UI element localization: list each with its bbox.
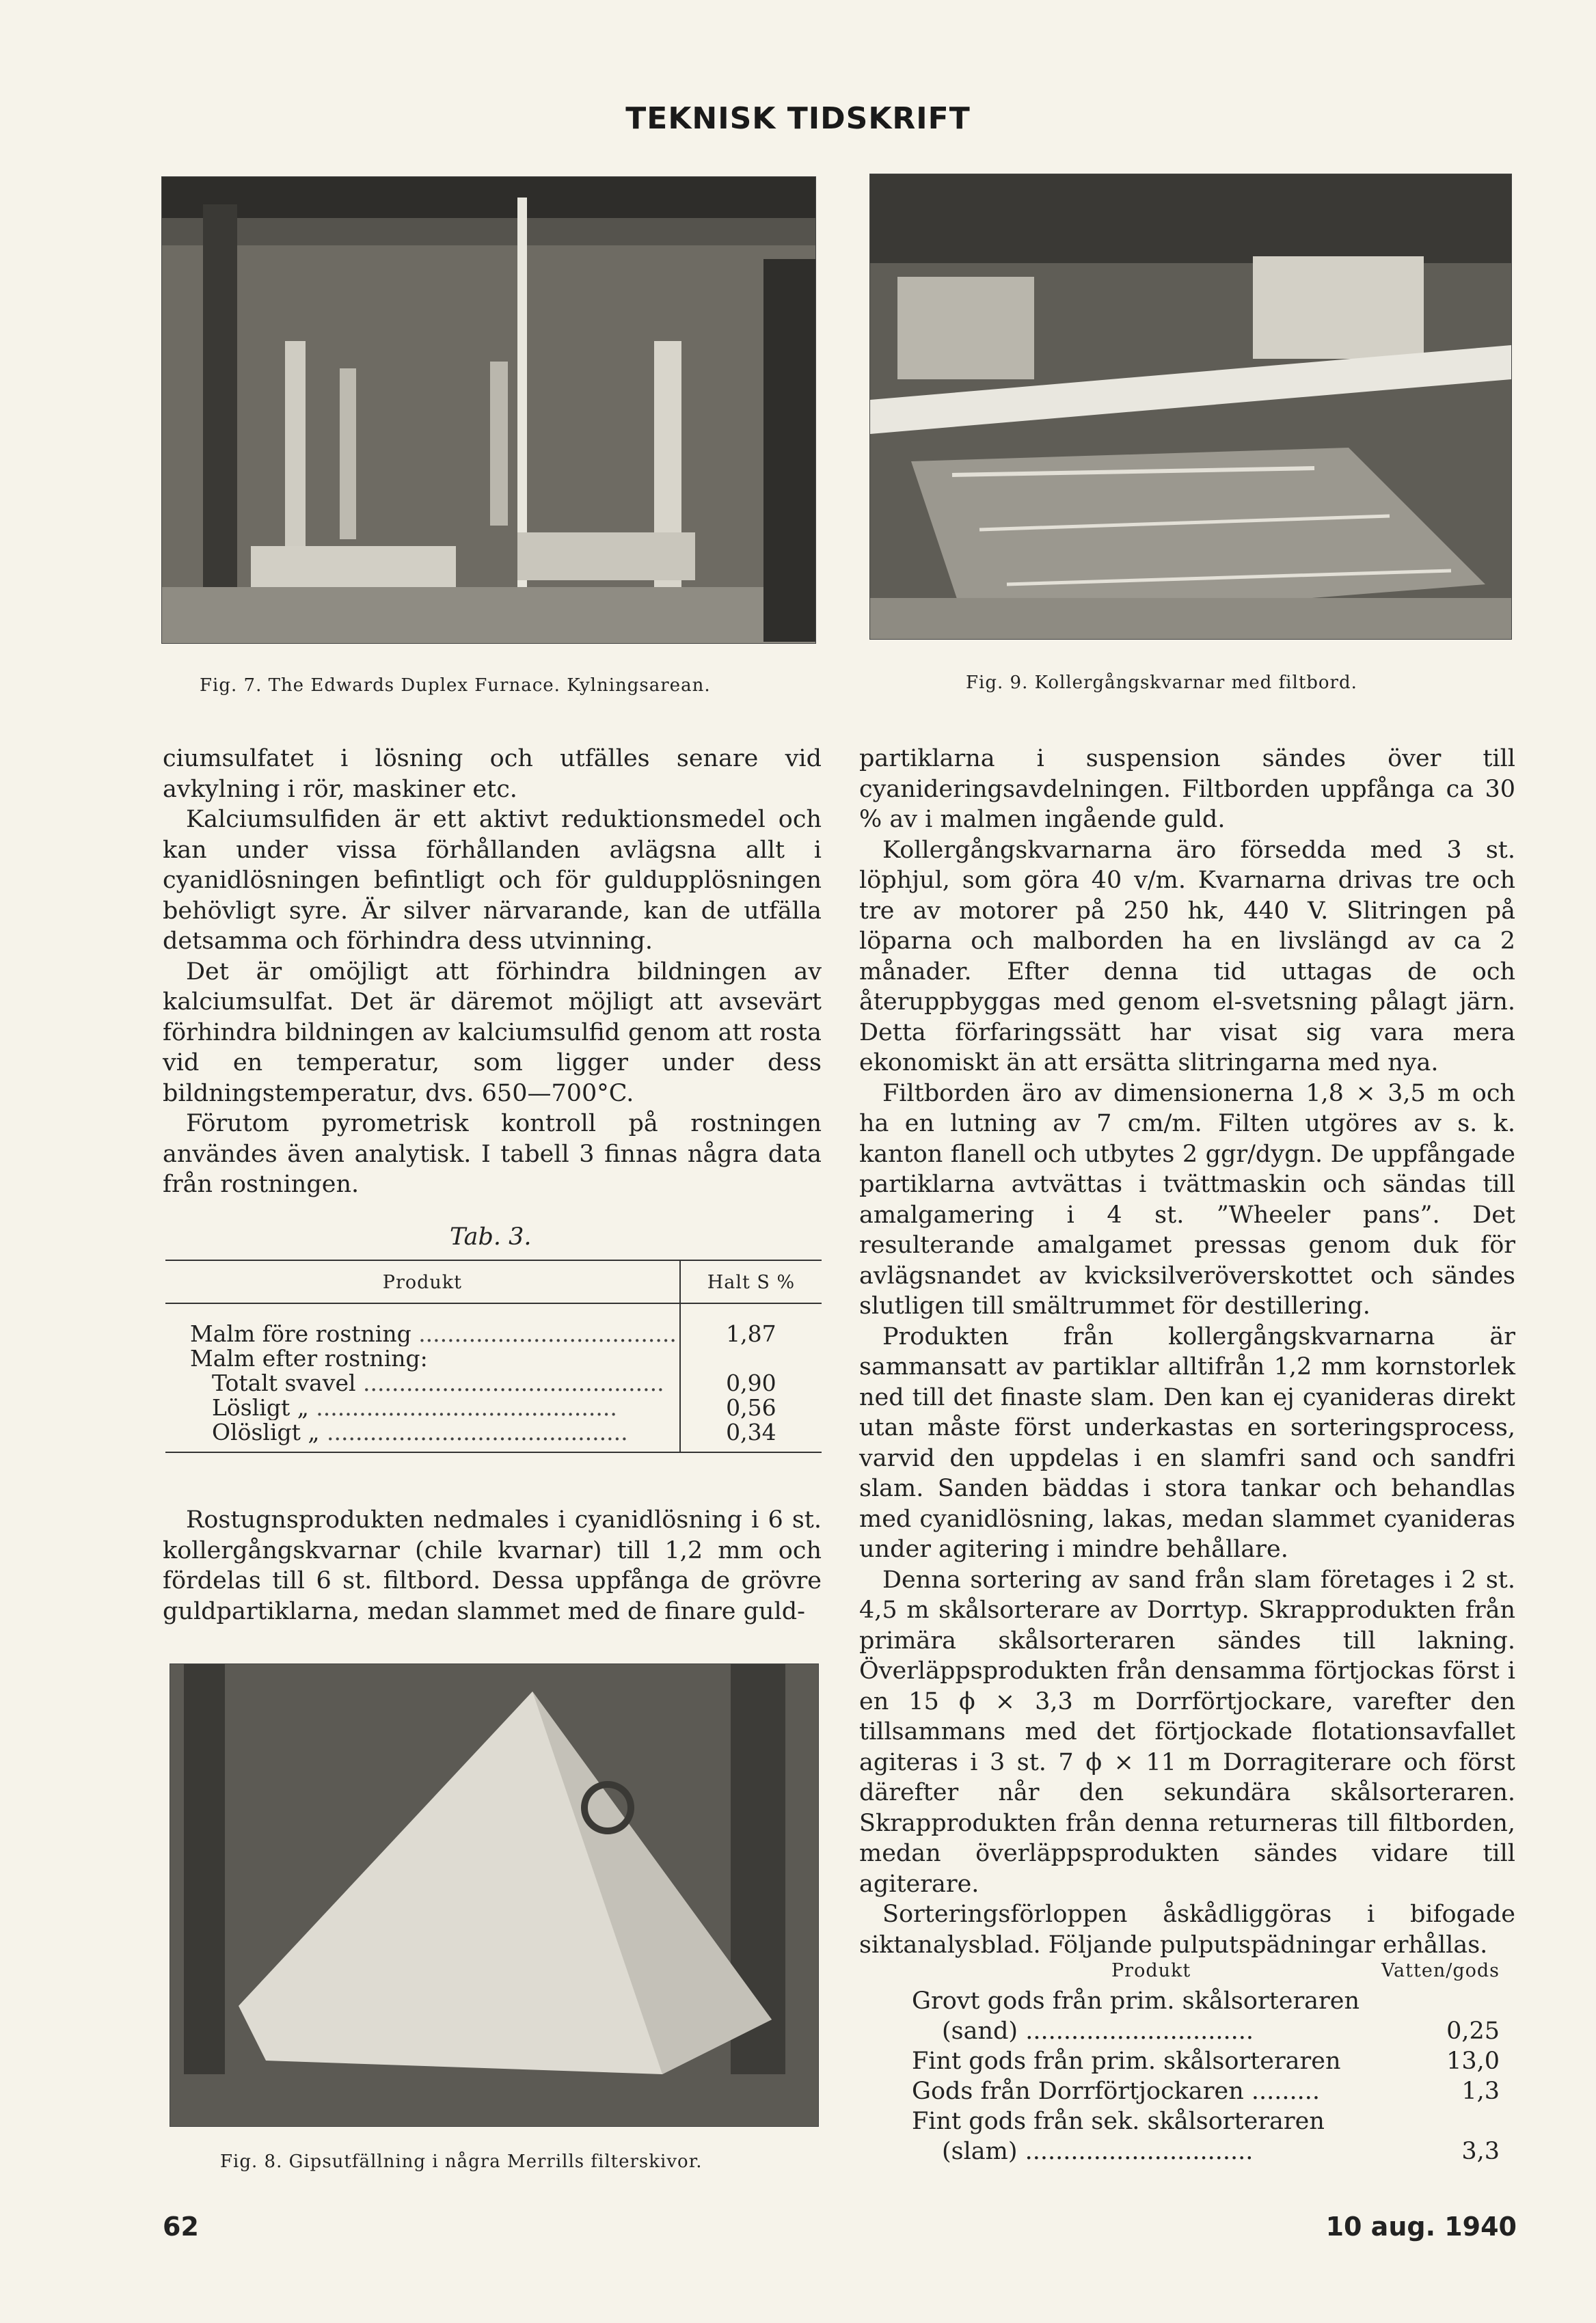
paragraph: Kalciumsulfiden är ett aktivt reduktionsmedel och kan under vissa förhållanden avlägsna allt i cyanidlösningen befintligt och för guldupplösningen behövligt syre. Är silver närvarande, kan de utfälla detsamma och förhindra dess utvinning.	[163, 806, 822, 955]
table3-header-product: Produkt	[165, 1260, 680, 1303]
row-value: 0,56	[680, 1396, 822, 1420]
row-label: Fint gods från prim. skålsorteraren	[912, 2048, 1341, 2075]
row-label: Fint gods från sek. skålsorteraren	[912, 2108, 1325, 2135]
left-column-continued	[163, 1505, 822, 1627]
row-label: Gods från Dorrförtjockaren	[912, 2078, 1244, 2105]
row-label: Lösligt „	[212, 1396, 309, 1420]
paragraph: Det är omöjligt att förhindra bildningen av kalciumsulfat. Det är däremot möjligt att avsevärt förhindra bildningen av kalciumsulfid genom att rosta vid en temperatur, som ligger under dess bildningstemperatur, dvs. 650—700°C.	[163, 957, 822, 1107]
issue-date: 10 aug. 1940	[1325, 2212, 1517, 2242]
table-row: Lösligt „ .......................................... 0,56	[165, 1396, 822, 1420]
pulp-header-product: Produkt	[1111, 1960, 1191, 1981]
paragraph: Denna sortering av sand från slam företages i 2 st. 4,5 m skålsorterare av Dorrtyp. Skrapprodukten från primära skålsorteraren sändes till lakning. Överläppsprodukten från densamma förtjockas först i en 15 ϕ × 3,3 m Dorrförtjockare, varefter den tillsammans med det förtjockade flotationsavfallet agiteras i 3 st. 7 ϕ × 11 m Dorragiterare och först därefter når den sekundära skålsorteraren. Skrapprodukten från denna returneras till filtborden, medan överläppsprodukten sändes vidare till agiterare.	[859, 1566, 1515, 1898]
paragraph: Sorteringsförloppen åskådliggöras i bifogade siktanalysblad. Följande pulputspädningar erhållas.	[859, 1901, 1515, 1959]
paragraph: Rostugnsprodukten nedmales i cyanidlösning i 6 st. kollergångskvarnar (chile kvarnar) till 1,2 mm och fördelas till 6 st. filtbord. Dessa uppfånga de grövre guldpartiklarna, medan slammet med de finare guld-	[163, 1506, 822, 1625]
list-item	[912, 2046, 1500, 2076]
table3-title: Tab. 3.	[450, 1223, 532, 1251]
table-row: Totalt svavel .......................................... 0,90	[165, 1371, 822, 1396]
paragraph: Förutom pyrometrisk kontroll på rostningen användes även analytisk. I tabell 3 finnas några data från rostningen.	[163, 1110, 822, 1198]
journal-title: TEKNISK TIDSKRIFT	[625, 101, 971, 136]
paragraph: Kollergångskvarnarna äro försedda med 3 st. löphjul, som göra 40 v/m. Kvarnarna drivas tre och tre av motorer på 250 hk, 440 V. Slitringen på löparna och malborden ha en livslängd av ca 2 månader. Efter denna tid uttagas de och återuppbyggas med genom el-svetsning pålagt järn. Detta förfaringssätt har visat sig vara mera ekonomiskt än att ersätta slitringarna med nya.	[859, 836, 1515, 1076]
fig9-caption: Fig. 9. Kollergångskvarnar med filtbord.	[966, 673, 1357, 693]
pulp-header-value: Vatten/gods	[1381, 1960, 1500, 1981]
paragraph: partiklarna i suspension sändes över till cyanideringsavdelningen. Filtborden uppfånga ca 30 % av i malmen ingående guld.	[859, 745, 1515, 833]
table3	[165, 1260, 822, 1453]
row-value: 0,90	[680, 1371, 822, 1396]
row-label: Totalt svavel	[212, 1371, 356, 1396]
row-label: Malm före rostning	[190, 1320, 411, 1346]
row-value: 1,87	[680, 1303, 822, 1346]
list-item: Fint gods från sek. skålsorteraren (slam) .............................. 3,3	[912, 2108, 1500, 2165]
list-item: Gods från Dorrförtjockaren ......... 1,3	[912, 2078, 1500, 2105]
pulp-table	[912, 1951, 1500, 2166]
fig7-caption: Fig. 7. The Edwards Duplex Furnace. Kylningsarean.	[200, 675, 711, 696]
row-label: (sand)	[942, 2018, 1018, 2045]
table3-header-value: Halt S %	[680, 1260, 822, 1303]
row-label: (slam)	[942, 2138, 1018, 2165]
row-label: Olösligt „	[212, 1420, 320, 1445]
row-label: Grovt gods från prim. skålsorteraren	[912, 1987, 1360, 2015]
table-row: Olösligt „ .......................................... 0,34	[165, 1420, 822, 1452]
row-value: 0,34	[680, 1420, 822, 1452]
table-row: Malm före rostning .................................... 1,87	[165, 1303, 822, 1346]
paragraph: ciumsulfatet i lösning och utfälles senare vid avkylning i rör, maskiner etc.	[163, 745, 822, 803]
fig9-photo	[869, 174, 1512, 640]
page-number: 62	[163, 2212, 199, 2242]
paragraph: Filtborden äro av dimensionerna 1,8 × 3,5 m och ha en lutning av 7 cm/m. Filten utgöres av s. k. kanton flanell och utbytes 2 ggr/dygn. De uppfångade partiklarna avtvättas i tvättmaskin och sändas till amalgamering i 4 st. ”Wheeler pans”. Det resulterande amalgamet pressas genom duk för avlägsnandet av kvicksilveröverskottet och sändes slutligen till smältrummet för destillering.	[859, 1079, 1515, 1320]
paragraph: Produkten från kollergångskvarnarna är sammansatt av partiklar alltifrån 1,2 mm kornstorlek ned till det finaste slam. Den kan ej cyanideras direkt utan måste först underkastas en sorteringsprocess, varvid den uppdelas i en slamfri sand och sandfri slam. Sanden bäddas i stora tankar och behandlas med cyanidlösning, lakas, medan slammet cyanideras under agitering i mindre behållare.	[859, 1322, 1515, 1563]
right-column	[859, 744, 1515, 1960]
row-value: 0,25	[1446, 2018, 1500, 2045]
fig8-photo	[170, 1663, 819, 2127]
fig7-photo	[161, 176, 816, 644]
left-column	[163, 744, 822, 1200]
list-item: Grovt gods från prim. skålsorteraren (sand) .............................. 0,25	[912, 1987, 1500, 2045]
row-value: 3,3	[1461, 2138, 1500, 2165]
row-label: Malm efter rostning:	[190, 1345, 428, 1372]
row-value: 13,0	[1446, 2048, 1500, 2075]
table-row	[165, 1346, 822, 1371]
fig8-caption: Fig. 8. Gipsutfällning i några Merrills filterskivor.	[220, 2151, 703, 2172]
row-value: 1,3	[1461, 2078, 1500, 2105]
